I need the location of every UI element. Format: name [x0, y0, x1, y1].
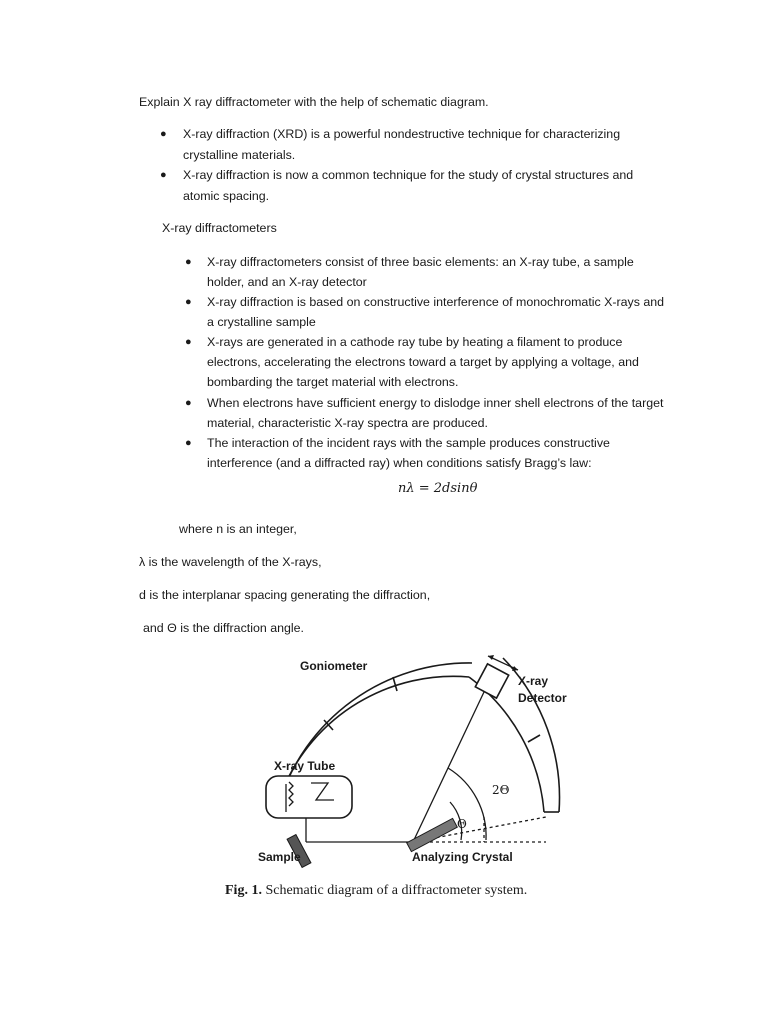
bullet-icon: ●: [185, 256, 192, 268]
intro-bullet-2-line-2: atomic spacing.: [183, 189, 270, 203]
bullet-icon: ●: [185, 296, 192, 308]
detail-bullet-5-line-1: The interaction of the incident rays with the sample produces constructive: [207, 436, 610, 450]
detail-bullet-2-line-2: a crystalline sample: [207, 315, 316, 329]
subheading: X-ray diffractometers: [162, 221, 277, 235]
bullet-icon: ●: [185, 437, 192, 449]
beam-paths: [306, 692, 546, 842]
detail-bullet-1-line-2: holder, and an X-ray detector: [207, 275, 367, 289]
bullet-icon: ●: [185, 397, 192, 409]
definition-theta: and Θ is the diffraction angle.: [143, 621, 304, 635]
diffractometer-diagram: [256, 652, 586, 872]
detail-bullet-3-line-1: X-rays are generated in a cathode ray tube by heating a filament to produce: [207, 335, 623, 349]
heading: Explain X ray diffractometer with the help of schematic diagram.: [139, 95, 489, 109]
detail-bullet-4-line-1: When electrons have sufficient energy to dislodge inner shell electrons of the target: [207, 396, 664, 410]
detail-bullet-1-line-1: X-ray diffractometers consist of three basic elements: an X-ray tube, a sample: [207, 255, 634, 269]
analyzing-crystal-label: Analyzing Crystal: [412, 850, 513, 864]
detail-bullet-3-line-2: electrons, accelerating the electrons toward a target by applying a voltage, and: [207, 355, 639, 369]
goniometer-label: Goniometer: [300, 659, 368, 673]
definition-d: d is the interplanar spacing generating the diffraction,: [139, 588, 431, 602]
detail-bullet-3-line-3: bombarding the target material with electrons.: [207, 375, 459, 389]
definition-n: where n is an integer,: [179, 522, 297, 536]
detector-label-line-1: X-ray: [518, 674, 549, 688]
detail-bullet-2-line-1: X-ray diffraction is based on constructive interference of monochromatic X-rays and: [207, 295, 665, 309]
figure-caption-number: Fig. 1.: [225, 883, 262, 898]
xray-detector-icon: [475, 655, 518, 698]
intro-bullet-1-line-2: crystalline materials.: [183, 148, 296, 162]
intro-bullet-1-line-1: X-ray diffraction (XRD) is a powerful nondestructive technique for characterizing: [183, 127, 621, 141]
xray-tube-icon: [266, 776, 352, 818]
bragg-equation: nλ = 2dsinθ: [398, 481, 478, 496]
detail-bullet-5-line-2: interference (and a diffracted ray) when conditions satisfy Bragg’s law:: [207, 456, 592, 470]
two-theta-label: 2Θ: [492, 783, 510, 797]
figure-caption: [225, 883, 527, 899]
definition-lambda: λ is the wavelength of the X-rays,: [139, 555, 322, 569]
bullet-icon: ●: [185, 336, 192, 348]
bullet-icon: ●: [160, 128, 167, 140]
theta-label: Θ: [457, 817, 467, 831]
intro-bullet-2-line-1: X-ray diffraction is now a common technique for the study of crystal structures and: [183, 168, 634, 182]
figure-caption-text: Schematic diagram of a diffractometer system.: [261, 883, 528, 898]
sample-label: Sample: [258, 850, 301, 864]
detail-bullet-4-line-2: material, characteristic X-ray spectra are produced.: [207, 416, 488, 430]
xray-tube-label: X-ray Tube: [274, 759, 336, 773]
bullet-icon: ●: [160, 169, 167, 181]
detector-label-line-2: Detector: [518, 691, 567, 705]
